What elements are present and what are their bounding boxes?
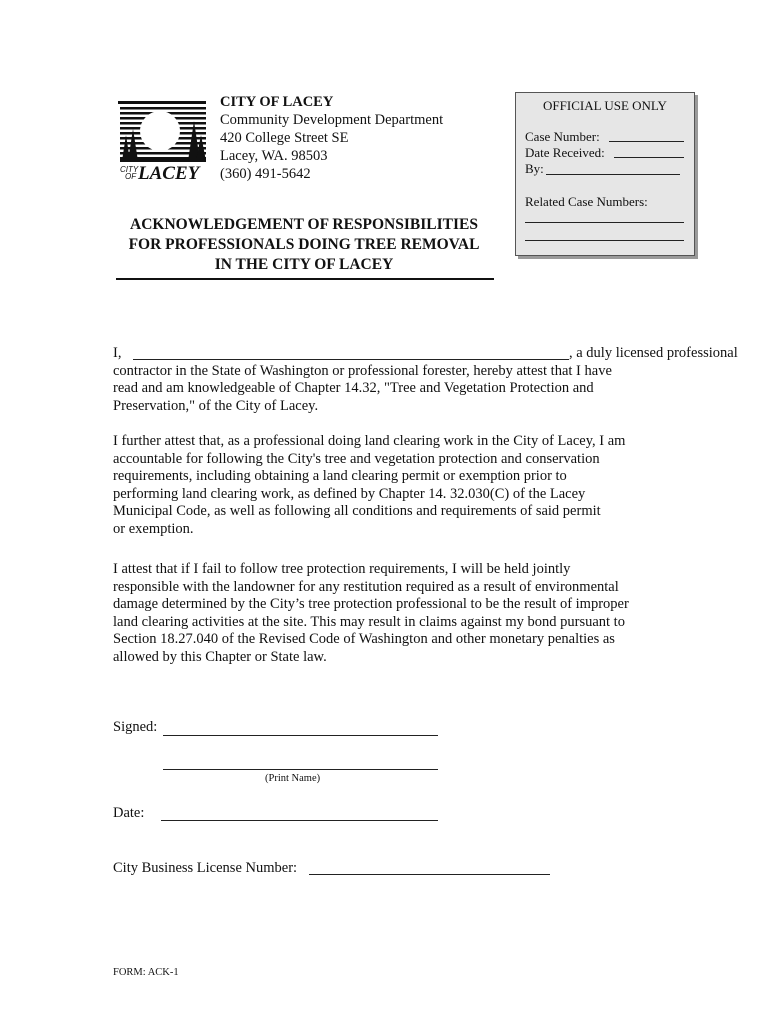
title-line-3: IN THE CITY OF LACEY: [214, 256, 394, 273]
city-of-lacey-logo: [116, 95, 214, 183]
attestation-suffix: , a duly licensed professional: [569, 345, 738, 361]
paragraph-attestation: [113, 345, 738, 415]
related-case-field-1[interactable]: [525, 222, 684, 223]
attestation-prefix: I,: [113, 345, 122, 361]
related-case-field-2[interactable]: [525, 240, 684, 241]
paragraph-line: requirements, including obtaining a land clearing permit or exemption prior to: [113, 468, 567, 484]
city-name: CITY OF LACEY: [220, 94, 334, 110]
by-field[interactable]: [546, 174, 680, 175]
signature-field[interactable]: [163, 735, 438, 736]
title-line-1: ACKNOWLEDGEMENT OF RESPONSIBILITIES: [130, 216, 478, 233]
street-address: 420 College Street SE: [220, 130, 349, 146]
logo-small-text: CITY OF: [120, 165, 139, 181]
paragraph-line: performing land clearing work, as defined by Chapter 14. 32.030(C) of the Lacey: [113, 485, 586, 502]
related-case-numbers-label: Related Case Numbers:: [525, 194, 648, 209]
paragraph-line: accountable for following the City's tree and vegetation protection and conservation: [113, 450, 600, 467]
date-label: Date:: [113, 805, 145, 821]
paragraph-line: Preservation," of the City of Lacey.: [113, 397, 319, 414]
logo-name: LACEY: [138, 163, 200, 184]
paragraph-line: I further attest that, as a professional doing land clearing work in the City of Lacey, I am: [113, 433, 626, 449]
by-label: By:: [525, 161, 544, 176]
paragraph-line: contractor in the State of Washington or professional forester, hereby attest that I have: [113, 362, 612, 379]
paragraph-line: Municipal Code, as well as following all conditions and requirements of said permit: [113, 503, 601, 519]
case-number-label: Case Number:: [525, 129, 600, 144]
date-received-label: Date Received:: [525, 145, 605, 160]
official-use-title: OFFICIAL USE ONLY: [543, 98, 667, 113]
header-address-block: [220, 93, 443, 183]
paragraph-line: damage determined by the City’s tree protection professional to be the result of improper: [113, 596, 629, 612]
form-id: FORM: ACK-1: [113, 967, 179, 978]
date-received-field[interactable]: [614, 157, 684, 158]
case-number-field[interactable]: [609, 141, 684, 142]
print-name-field[interactable]: [163, 769, 438, 770]
city-state-zip: Lacey, WA. 98503: [220, 148, 328, 164]
paragraph-accountability: [113, 433, 653, 538]
department-name: Community Development Department: [220, 112, 444, 128]
paragraph-line: land clearing activities at the site. This may result in claims against my bond pursuant to: [113, 613, 625, 630]
signed-label: Signed:: [113, 719, 158, 735]
business-license-field[interactable]: [309, 874, 550, 875]
paragraph-line: or exemption.: [113, 520, 194, 537]
paragraph-line: responsible with the landowner for any restitution required as a result of environmental: [113, 578, 619, 595]
title-line-2: FOR PROFESSIONALS DOING TREE REMOVAL: [128, 236, 480, 253]
business-license-label: City Business License Number:: [113, 860, 298, 876]
paragraph-line: Section 18.27.040 of the Revised Code of Washington and other monetary penalties as: [113, 631, 615, 647]
paragraph-line: I attest that if I fail to follow tree protection requirements, I will be held jointly: [113, 561, 571, 577]
paragraph-liability: [113, 561, 653, 666]
print-name-label: (Print Name): [265, 773, 321, 784]
document-title: [116, 215, 492, 275]
date-field[interactable]: [161, 820, 438, 821]
paragraph-line: read and am knowledgeable of Chapter 14.32, "Tree and Vegetation Protection and: [113, 380, 594, 396]
official-use-box: [515, 92, 695, 256]
phone-number: (360) 491-5642: [220, 166, 311, 182]
paragraph-line: allowed by this Chapter or State law.: [113, 648, 327, 665]
title-divider: [116, 278, 494, 280]
professional-name-field[interactable]: [133, 359, 569, 360]
